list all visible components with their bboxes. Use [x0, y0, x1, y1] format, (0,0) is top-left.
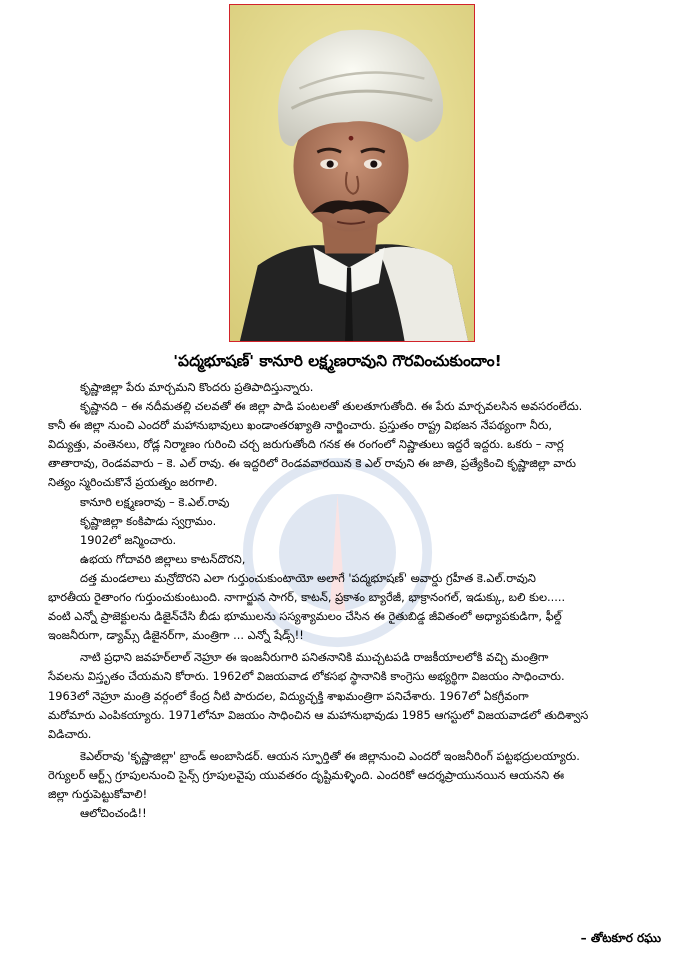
paragraph-line: నిత్యం స్మరించుకొనే ప్రయత్నం జరగాలి.: [48, 475, 218, 490]
paragraph-line: రెగ్యులర్ ఆర్ట్స్ గ్రూపులనుంచి సైన్స్ గ్రూపులవైపు యువతరం దృష్టిమళ్ళింది. ఎందరికో ఆదర్శప్రాయునయిన ఆయనని ఈ: [48, 767, 565, 782]
paragraph-line: కృష్ణాజిల్లా కంకిపాడు స్వగ్రామం.: [80, 513, 217, 528]
paragraph-line: కానీ ఈ జిల్లా నుంచి ఎందరో మహానుభావులు ఖండాంతరఖ్యాతి నార్జించారు. ప్రస్తుతం రాష్ట్ర విభజన నేపథ్యంగా నీరు,: [48, 418, 553, 433]
paragraph-line: కృష్ణాజిల్లా పేరు మార్చమని కొందరు ప్రతిపాదిస్తున్నారు.: [80, 380, 314, 394]
paragraph-line: 1963లో నెహ్రూ మంత్రి వర్గంలో కేంద్ర నీటి పారుదల, విద్యుచ్ఛక్తి శాఖమంత్రిగా పనిచేశారు. 1967లో ఏకగ్రీవంగా: [48, 688, 529, 703]
paragraph-line: భారతీయ రైతాంగం గుర్తుంచుకుంటుంది. నాగార్జున సాగర్, కాటన్, ప్రకాశం బ్యారేజీ, భాక్రానంగల్, ఇడుక్కు, బలి కుల.....: [48, 590, 566, 605]
paragraph-line: ఇంజనీరుగా, డ్యామ్స్ డిజైనర్‌గా, మంత్రిగా ... ఎన్నో షేడ్స్!!: [48, 628, 304, 643]
paragraph-line: విద్యుత్తు, వంతెనలు, రోడ్ల నిర్మాణం గురించి చర్చ జరుగుతోంది గనక ఈ రంగంలో నిష్ణాతులు ఇద్దరే ఇద్దరు. ఒకరు – నార్ల: [48, 437, 564, 452]
portrait-photo: [229, 4, 475, 342]
paragraph-line: విడిచారు.: [48, 726, 92, 741]
paragraph-line: ఆలోచించండి!!: [80, 806, 147, 821]
paragraph-line: కృష్ణానది – ఈ నదీమతల్లి చలవతో ఈ జిల్లా పాడి పంటలతో తులతూగుతోంది. ఈ పేరు మార్చవలసిన అవసరంలేదు.: [80, 399, 583, 414]
author-signature: – తోటకూర రఘు: [580, 931, 661, 945]
paragraph-line: కానూరి లక్ష్మణరావు – కె.ఎల్.రావు: [80, 494, 230, 509]
article-headline: 'పద్మభూషణ్' కానూరి లక్ష్మణరావుని గౌరవించుకుందాం!: [173, 352, 502, 370]
portrait-illustration: [230, 5, 474, 341]
paragraph-line: తాతారావు, రెండవవారు – కె. ఎల్ రావు. ఈ ఇద్దరిలో రెండవవారయిన కె ఎల్ రావుని ఈ జాతి, ప్రత్యేకించి కృష్ణాజిల్లా వారు: [48, 456, 576, 471]
paragraph-line: దత్త మండలాలు మన్రోదొరని ఎలా గుర్తుంచుకుంటాయో అలాగే 'పద్మభూషణ్' అవార్డు గ్రహీత కె.ఎల్.రావుని: [80, 570, 536, 585]
paragraph-line: కెఎల్‌రావు 'కృష్ణాజిల్లా' బ్రాండ్ అంబాసిడర్. ఆయన స్ఫూర్తితో ఈ జిల్లానుంచి ఎందరో ఇంజనీరింగ్ పట్టభద్రులయ్యారు.: [80, 748, 580, 763]
article-body: [48, 378, 668, 823]
paragraph-line: నాటి ప్రధాని జవహర్‌లాల్ నెహ్రూ ఈ ఇంజనీరుగారి పనితనానికి ముచ్చటపడి రాజకీయాలలోకి వచ్చి మంత్రిగా: [80, 650, 549, 665]
paragraph-line: జిల్లా గుర్తుపెట్టుకోవాలి!: [48, 786, 148, 801]
paragraph-line: వంటి ఎన్నో ప్రాజెక్టులను డిజైన్‌చేసి బీడు భూములను సస్యశ్యామలం చేసిన ఈ రైతుబిడ్డ జీవితంలో అధ్యాపకుడిగా, ఫీల్డ్: [48, 609, 562, 624]
paragraph-line: మరోమారు ఎంపికయ్యారు. 1971లోనూ విజయం సాధించిన ఆ మహానుభావుడు 1985 ఆగస్టులో విజయవాడలో తుదిశ్వాస: [48, 707, 589, 722]
paragraph-line: 1902లో జన్మించారు.: [80, 532, 177, 547]
paragraph-line: సేవలను విస్తృతం చేయమని కోరారు. 1962లో విజయవాడ లోకసభ స్థానానికి కాంగ్రెసు అభ్యర్థిగా విజయం సాధించారు.: [48, 669, 565, 684]
paragraph-line: ఉభయ గోదావరి జిల్లాలు కాటన్‌దొరని,: [80, 551, 246, 566]
